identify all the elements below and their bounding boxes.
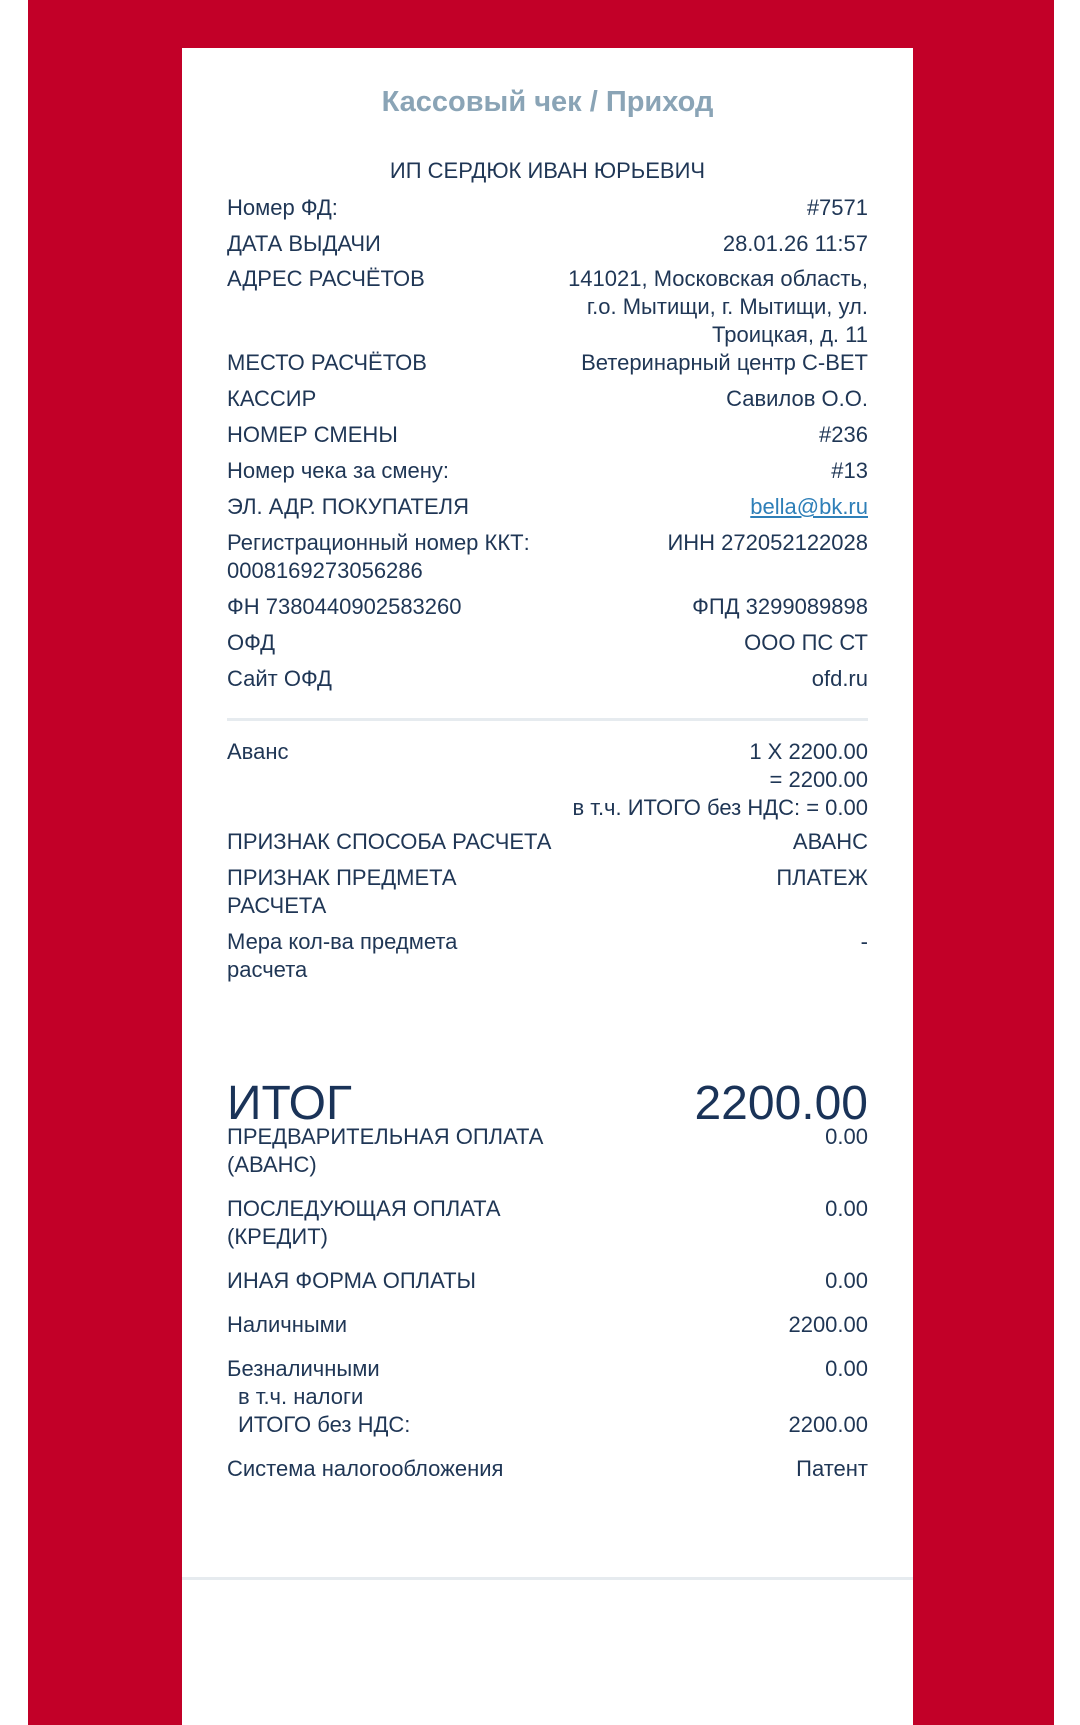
issue-date-label: ДАТА ВЫДАЧИ [227,231,381,256]
measure-label [227,928,457,984]
registration-title: Регистрационный номер ККТ: [227,530,530,555]
address-value [568,265,868,349]
check-number-value: #13 [831,458,868,483]
address-label: АДРЕС РАСЧЁТОВ [227,266,425,291]
buyer-email-link[interactable]: bella@bk.ru [750,494,868,519]
ofd-site-label: Сайт ОФД [227,666,332,691]
credit-label [227,1195,501,1251]
seller-name: ИП СЕРДЮК ИВАН ЮРЬЕВИЧ [389,158,706,183]
tax-system-label: Система налогообложения [227,1456,504,1481]
prepaid-value: 0.00 [825,1124,868,1149]
measure-label-line-1: Мера кол-ва предмета [227,929,458,954]
cashier-value: Савилов О.О. [726,386,868,411]
payment-method-label: ПРИЗНАК СПОСОБА РАСЧЕТА [227,829,552,854]
cash-value: 2200.00 [788,1312,868,1337]
prepaid-label-line-2: (АВАНС) [227,1152,317,1177]
item-amounts [573,738,869,822]
no-vat-value: 2200.00 [788,1412,868,1437]
address-line-3: Троицкая, д. 11 [712,322,868,347]
issue-date-value: 28.01.26 11:57 [722,231,868,256]
fpd-value: ФПД 3299089898 [692,594,868,619]
item-sum: = 2200.00 [769,767,868,792]
taxes-label: в т.ч. налоги [238,1384,364,1409]
cashier-label: КАССИР [227,386,317,411]
inn-value: ИНН 272052122028 [667,530,868,555]
fn-value: ФН 7380440902583260 [227,594,462,619]
ofd-site-value: ofd.ru [811,666,868,691]
section-divider [227,718,868,721]
shift-value: #236 [819,422,868,447]
total-label: ИТОГ [227,1077,352,1130]
fd-number-label: Номер ФД: [227,195,338,220]
measure-label-line-2: расчета [227,957,308,982]
item-name: Аванс [227,739,289,764]
other-payment-value: 0.00 [825,1268,868,1293]
receipt-card [182,48,913,1725]
ofd-value: ООО ПС СТ [744,630,868,655]
shift-label: НОМЕР СМЕНЫ [227,422,398,447]
other-payment-label: ИНАЯ ФОРМА ОПЛАТЫ [227,1268,476,1293]
payment-subject-value: ПЛАТЕЖ [776,865,868,890]
measure-value: - [860,929,868,954]
credit-label-line-1: ПОСЛЕДУЮЩАЯ ОПЛАТА [227,1196,501,1221]
check-number-label: Номер чека за смену: [227,458,450,483]
place-value: Ветеринарный центр С-ВЕТ [581,350,868,375]
prepaid-label [227,1123,543,1179]
fd-number-value: #7571 [806,195,868,220]
buyer-email-label: ЭЛ. АДР. ПОКУПАТЕЛЯ [227,494,469,519]
no-vat-label: ИТОГО без НДС: [238,1412,411,1437]
credit-label-line-2: (КРЕДИТ) [227,1224,328,1249]
credit-value: 0.00 [825,1196,868,1221]
total-value: 2200.00 [694,1077,868,1130]
address-line-1: 141021, Московская область, [568,266,868,291]
bottom-divider [182,1577,913,1580]
receipt-title: Кассовый чек / Приход [381,86,714,118]
tax-system-value: Патент [796,1456,868,1481]
prepaid-label-line-1: ПРЕДВАРИТЕЛЬНАЯ ОПЛАТА [227,1124,544,1149]
item-vat: в т.ч. ИТОГО без НДС: = 0.00 [572,795,868,820]
ofd-label: ОФД [227,630,276,655]
cash-label: Наличными [227,1312,348,1337]
item-qty-price: 1 X 2200.00 [749,739,868,764]
cashless-label: Безналичными [227,1356,380,1381]
address-line-2: г.о. Мытищи, г. Мытищи, ул. [586,294,868,319]
cashless-value: 0.00 [825,1356,868,1381]
registration-number: 0008169273056286 [227,558,423,583]
registration-label [227,529,530,585]
payment-subject-label-line-2: РАСЧЕТА [227,893,327,918]
payment-method-value: АВАНС [792,829,868,854]
place-label: МЕСТО РАСЧЁТОВ [227,350,427,375]
payment-subject-label-line-1: ПРИЗНАК ПРЕДМЕТА [227,865,457,890]
payment-subject-label [227,864,457,920]
